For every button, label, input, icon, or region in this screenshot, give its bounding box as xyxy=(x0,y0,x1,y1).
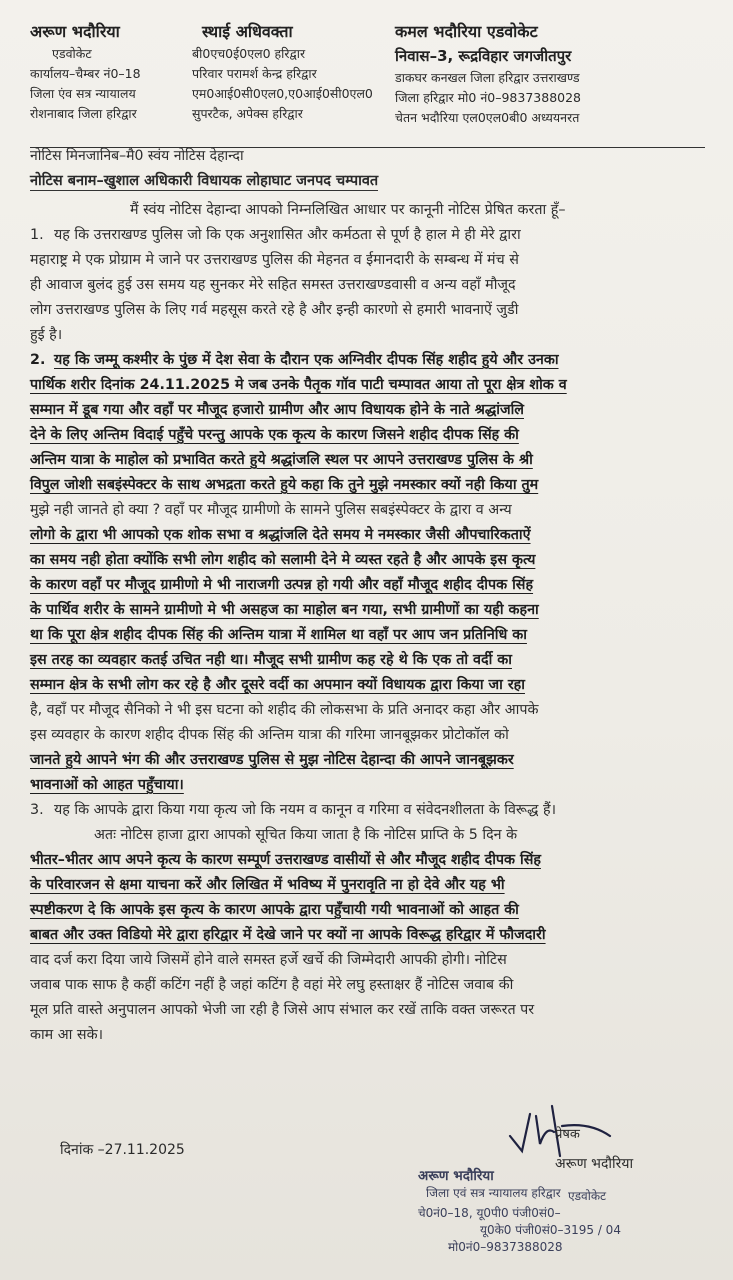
para1-line: ही आवाज बुलंद हुई उस समय यह सुनकर मेरे सहित समस्त उत्तराखण्डवासी व अन्य वहाँ मौजूद xyxy=(30,277,516,293)
counsel-supertech: सुपरटैक, अपेक्स हरिद्वार xyxy=(192,106,303,121)
para2-line: था कि पूरा क्षेत्र शहीद दीपक सिंह की अन्तिम यात्रा में शामिल था वहाँ पर आप जन प्रतिनिधि का xyxy=(30,627,527,643)
para3-line: स्पष्टीकरण दे कि आपके इस कृत्य के कारण आपके द्वारा पहुँचायी गयी भावनाओं को आहत की xyxy=(30,902,519,918)
letterhead-left xyxy=(30,20,180,124)
stamp-registration: यू0के0 पंजी0सं0–3195 / 04 xyxy=(480,1223,621,1237)
para2-line: सम्मान क्षेत्र के सभी लोग कर रहे है और दूसरे वर्दी का अपमान क्यों विधायक द्वारा किया जा रहा xyxy=(30,677,525,693)
stamp-mobile: मो0नं0–9837388028 xyxy=(448,1240,563,1254)
intro-line: मैं स्वंय नोटिस देहान्दा आपको निम्नलिखित आधार पर कानूनी नोटिस प्रेषित करता हूँ– xyxy=(130,202,566,218)
para-number: 1. xyxy=(30,227,44,243)
para2-line: पार्थिक शरीर दिनांक 24.11.2025 मे जब उनके पैतृक गॉव पाटी चम्पावत आया तो पूरा क्षेत्र शोक व xyxy=(30,377,567,393)
para-number: 2. xyxy=(30,352,46,368)
para3-line: यह कि आपके द्वारा किया गया कृत्य जो कि नयम व कानून व गरिमा व संवेदनशीलता के विरूद्ध हैं। xyxy=(54,802,556,818)
para2-line: जानते हुये आपने भंग की और उत्तराखण्ड पुलिस से मुझ नोटिस देहान्दा की आपने जानबूझकर xyxy=(30,752,514,768)
para3-line: वाद दर्ज करा दिया जाये जिसमें होने वाले समस्त हर्जे खर्चे की जिम्मेदारी आपकी होगी। नोटिस xyxy=(30,952,507,968)
stamp-chamber: चे0नं0–18, यू0पी0 पंजी0सं0– xyxy=(418,1206,561,1220)
para-number: 3. xyxy=(30,802,44,818)
sender-name: अरूण भदौरिया xyxy=(555,1156,634,1172)
stamp-court: जिला एवं सत्र न्यायालय हरिद्वार xyxy=(426,1186,561,1200)
letterhead-middle xyxy=(192,20,397,124)
stamp-name: अरूण भदौरिया xyxy=(418,1168,494,1184)
second-advocate-name: कमल भदौरिया एडवोकेट xyxy=(395,22,538,41)
notice-subject: नोटिस बनाम–खुशाल अधिकारी विधायक लोहाघाट जनपद चम्पावत xyxy=(30,170,378,191)
para2-line: यह कि जम्मू कश्मीर के पुंछ में देश सेवा के दौरान एक अग्निवीर दीपक सिंह शहीद हुये और उनका xyxy=(54,352,559,368)
counsel-bhel: बी0एच0ई0एल0 हरिद्वार xyxy=(192,46,306,61)
para2-line: के पार्थिव शरीर के सामने ग्रामीणो मे भी असहज का माहोल बन गया, सभी ग्रामीणों का यही कहना xyxy=(30,602,539,618)
notice-from-line: नोटिस मिनजानिब–मै0 स्वंय नोटिस देहान्दा xyxy=(30,148,244,164)
sender-label: प्रेषक xyxy=(555,1127,580,1142)
para2-line: इस तरह का व्यवहार कतई उचित नही था। मौजूद सभी ग्रामीण कह रहे थे कि एक तो वर्दी का xyxy=(30,652,512,668)
para2-line: मुझे नही जानते हो क्या ? वहाँ पर मौजूद ग्रामीणो के सामने पुलिस सबइंस्पेक्टर के द्वारा व अन्य xyxy=(30,502,512,518)
para2-line: अन्तिम यात्रा के माहोल को प्रभावित करते हुये श्रद्धांजलि स्थल पर आपने उत्तराखण्ड पुलिस के श्री xyxy=(30,452,533,468)
advocate-title: एडवोकेट xyxy=(52,46,92,61)
para3-line: जवाब पाक साफ है कहीं कटिंग नहीं है जहां कटिंग है वहां मेरे लघु हस्ताक्षर हैं नोटिस जवाब की xyxy=(30,977,514,993)
para3-line: अतः नोटिस हाजा द्वारा आपको सूचित किया जाता है कि नोटिस प्राप्ति के 5 दिन के xyxy=(94,827,518,843)
para2-line: का समय नही होता क्योंकि सभी लोग शहीद को सलामी देने मे व्यस्त रहते है और आपके इस कृत्य xyxy=(30,552,536,568)
para3-line: बाबत और उक्त विडियो मेरे द्वारा हरिद्वार में देखे जाने पर क्यों ना आपके विरूद्ध हरिद्वार में फौजदारी xyxy=(30,927,546,943)
standing-counsel-title: स्थाई अधिवक्ता xyxy=(202,22,293,41)
para1-line: लोग उत्तराखण्ड पुलिस के लिए गर्व महसूस करते रहे है और इन्ही कारणो से हमारी भावनाऐं जुडी xyxy=(30,302,519,318)
para3-line: भीतर–भीतर आप अपने कृत्य के कारण सम्पूर्ण उत्तराखण्ड वासीयों से और मौजूद शहीद दीपक सिंह xyxy=(30,852,541,868)
postal-address: डाकघर कनखल जिला हरिद्वार उत्तराखण्ड xyxy=(395,70,580,85)
para2-line: इस व्यवहार के कारण शहीद दीपक सिंह की अन्तिम यात्रा की गरिमा जानबूझकर प्रोटोकॉल को xyxy=(30,727,509,743)
para1-line: हुई है। xyxy=(30,327,63,343)
para1-line: यह कि उत्तराखण्ड पुलिस जो कि एक अनुशासित और कर्मठता से पूर्ण है हाल मे ही मेरे द्वारा xyxy=(54,227,521,243)
para2-line: विपुल जोशी सबइंस्पेक्टर के साथ अभद्रता करते हुये कहा कि तुने मुझे नमस्कार क्यों नही किया तुम xyxy=(30,477,539,493)
notice-date: दिनांक –27.11.2025 xyxy=(60,1142,185,1158)
counsel-micl: एम0आई0सी0एल0,ए0आई0सी0एल0 xyxy=(192,86,373,101)
para3-line: मूल प्रति वास्ते अनुपालन आपको भेजी जा रही है जिसे आप संभाल कर रखें ताकि वक्त जरूरत पर xyxy=(30,1002,535,1018)
para2-line: है, वहाँ पर मौजूद सैनिको ने भी इस घटना को शहीद की लोकसभा के प्रति अनादर कहा और आपके xyxy=(30,702,539,718)
chamber-number: कार्यालय–चैम्बर नं0–18 xyxy=(30,66,141,81)
para1-line: महाराष्ट्र मे एक प्रोग्राम मे जाने पर उत्तराखण्ड पुलिस की मेहनत व ईमानदारी के सम्बन्ध में मंच से xyxy=(30,252,519,268)
court-name: जिला एंव सत्र न्यायालय xyxy=(30,86,136,101)
court-location: रोशनाबाद जिला हरिद्वार xyxy=(30,106,137,121)
para3-line: के परिवारजन से क्षमा याचना करें और लिखित में भविष्य में पुनरावृति ना हो देवे और यह भी xyxy=(30,877,505,893)
advocate-name: अरूण भदौरिया xyxy=(30,22,120,41)
stamp-title: एडवोकेट xyxy=(568,1189,607,1203)
student-note: चेतन भदौरिया एल0एल0बी0 अध्ययनरत xyxy=(395,110,580,125)
advocate-stamp xyxy=(418,1168,718,1256)
notice-body xyxy=(30,198,710,1048)
para3-line: काम आ सके। xyxy=(30,1027,103,1043)
para2-line: सम्मान में डूब गया और वहाँ पर मौजूद हजारो ग्रामीण और आप विधायक होने के नाते श्रद्धांजलि xyxy=(30,402,524,418)
para2-line: लोगो के द्वारा भी आपको एक शोक सभा व श्रद्धांजलि देते समय मे नमस्कार जैसी औपचारिकताऐं xyxy=(30,527,531,543)
para2-line: के कारण वहाँ पर मौजूद ग्रामीणो मे भी नाराजगी उत्पन्न हो गयी और वहाँ मौजूद शहीद दीपक सिंह xyxy=(30,577,534,593)
sender-block xyxy=(555,1124,633,1173)
letterhead-right xyxy=(395,20,725,128)
residence-address: निवास–3, रूद्रविहार जगजीतपुर xyxy=(395,47,572,65)
counsel-family-center: परिवार परामर्श केन्द्र हरिद्वार xyxy=(192,66,317,81)
para2-line: भावनाओं को आहत पहुँचाया। xyxy=(30,777,184,793)
mobile-number: जिला हरिद्वार मो0 नं0–9837388028 xyxy=(395,90,582,105)
para2-line: देने के लिए अन्तिम विदाई पहुँचे परन्तु आपके एक कृत्य के कारण जिसने शहीद दीपक सिंह की xyxy=(30,427,519,443)
